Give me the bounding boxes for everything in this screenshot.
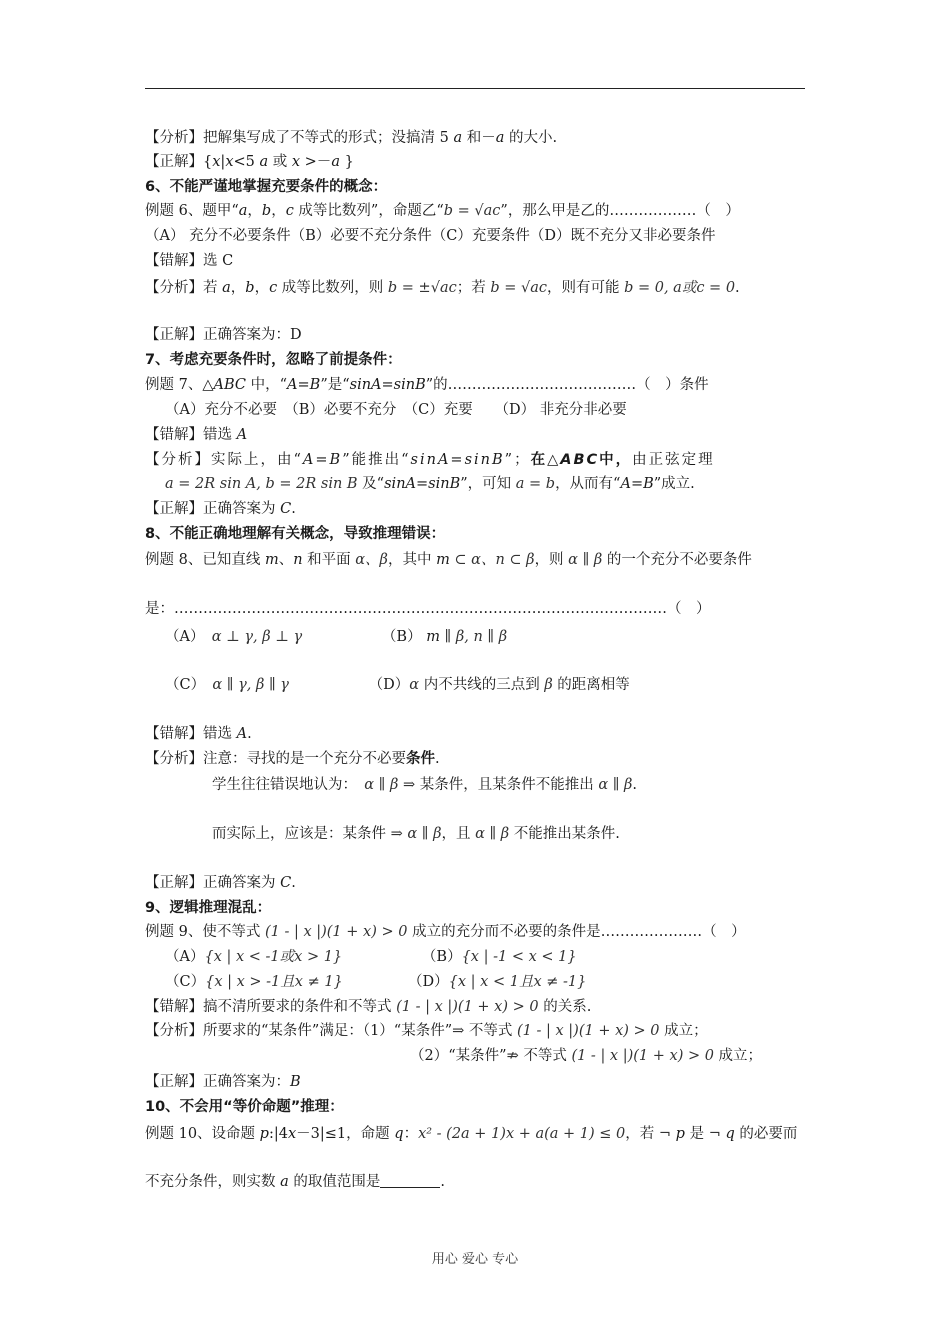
math-expression: ⇒ [452, 1023, 465, 1039]
text-span: 内不共线的三点到 [419, 677, 545, 693]
text-span: . [440, 1174, 445, 1190]
text-span: （A） 充分不必要条件（B）必要不充分条件（C）充要条件（D）既不充分又非必要条件 [145, 228, 716, 244]
heading-text: 中， [599, 452, 633, 468]
text-line [165, 474, 830, 494]
text-span: 不等式 [464, 1023, 517, 1039]
text-line [145, 1021, 810, 1041]
heading-text: 10、不会用“等价命题”推理： [145, 1099, 344, 1115]
text-span: a [280, 1174, 289, 1190]
text-span: . [247, 726, 252, 742]
text-span: ”； [504, 452, 531, 468]
text-span: 及“ [357, 476, 385, 492]
text-span: 的距离相等 [552, 677, 630, 693]
text-span: 不等式 [518, 1048, 572, 1064]
heading-text: 7、考虑充要条件时，忽略了前提条件： [145, 352, 402, 368]
heading-text: 9、逻辑推理混乱： [145, 900, 272, 916]
text-span: x [225, 154, 234, 170]
heading-text: 6、不能严谨地掌握充要条件的概念： [145, 179, 388, 195]
math-expression: ¬ [708, 1126, 721, 1142]
math-expression: α、β [355, 552, 388, 568]
text-line [165, 972, 830, 992]
math-expression: {x | x > -1且x ≠ 1} [205, 974, 343, 990]
text-span: sinA=sinB [410, 452, 505, 468]
text-span: c [285, 203, 294, 219]
text-span: x [287, 1126, 297, 1142]
text-line [145, 1072, 810, 1092]
text-span: . [291, 501, 296, 517]
text-line [145, 599, 810, 619]
page-footer: 用心 爱心 专心 [431, 1252, 519, 1267]
text-span: A=B [287, 377, 321, 393]
text-span: 【分析】实际上，由“ [145, 452, 303, 468]
math-expression: α ⊥ γ, β ⊥ γ [211, 629, 303, 645]
text-span: （D） [288, 677, 410, 693]
text-span: 【错解】选 C [145, 253, 234, 269]
math-expression: β [544, 677, 553, 693]
text-span: a [495, 130, 505, 146]
text-span: （2）“某条件” [410, 1048, 507, 1064]
text-span: ， [230, 280, 246, 296]
text-span: a [238, 203, 248, 219]
math-expression: ¬ [658, 1126, 672, 1142]
text-span: ，其中 [387, 552, 437, 568]
text-span: m [436, 552, 450, 568]
text-span: ， [271, 203, 286, 219]
math-expression: α ∥ β [568, 552, 603, 568]
text-line [145, 325, 810, 345]
text-span: 不能推出某条件. [509, 826, 620, 842]
text-span: B [290, 1074, 301, 1090]
heading-text: 8、不能正确地理解有关概念，导致推理错误： [145, 526, 446, 542]
text-span: 例题 9、使不等式 [145, 924, 265, 940]
math-expression: x² - (2a + 1)x + a(a + 1) ≤ 0 [418, 1126, 626, 1142]
text-span: 【错解】错选 [145, 726, 237, 742]
text-span: （A）充分不必要 （B）必要不充分 （C）充要 （D） 非充分非必要 [165, 402, 627, 418]
text-span: ”的…………………………………（ ）条件 [425, 377, 709, 393]
text-span: （B） [302, 629, 427, 645]
math-expression: α ∥ β [598, 777, 633, 793]
text-line [145, 226, 810, 246]
math-expression: ⇏ [506, 1048, 519, 1064]
text-line [145, 375, 810, 395]
text-span: 例题 10、设命题 [145, 1126, 260, 1142]
math-expression: {x | x < -1或x > 1} [204, 949, 343, 965]
text-span: b [261, 203, 272, 219]
text-span: ， [247, 203, 262, 219]
text-line [145, 749, 810, 769]
text-span: C [280, 875, 292, 891]
math-expression: {x | x < 1且x ≠ -1} [448, 974, 587, 990]
text-line [145, 152, 810, 172]
text-line [145, 898, 810, 918]
text-span: A [236, 427, 248, 443]
text-span: a [453, 130, 463, 146]
text-span: ”成立. [653, 476, 695, 492]
text-line [145, 251, 810, 271]
text-span: x [212, 154, 221, 170]
text-span: :|4 [268, 1126, 288, 1142]
text-span: q [725, 1126, 735, 1142]
header-rule [145, 88, 805, 89]
text-span: 不充分条件，则实数 [145, 1174, 281, 1190]
math-expression: ⊂ α、n ⊂ β [454, 552, 535, 568]
text-span: A=B [620, 476, 654, 492]
text-line [145, 499, 810, 519]
text-span: （A） [165, 629, 212, 645]
text-span: ”，那么甲是乙的………………（ ） [500, 203, 740, 219]
text-line [212, 824, 877, 844]
text-line [410, 1046, 950, 1066]
text-span: 学生往往错误地认为： [212, 777, 365, 793]
text-line [145, 922, 810, 942]
math-expression: α [409, 677, 420, 693]
text-span: 的取值范围是 [288, 1174, 381, 1190]
text-span: 成等比数列”，命题乙“ [293, 203, 444, 219]
text-span: ”，可知 [460, 476, 516, 492]
text-line [165, 675, 830, 695]
text-span: （C） [165, 677, 213, 693]
text-span: ，且 [441, 826, 476, 842]
text-span: x [291, 154, 301, 170]
text-line [145, 1097, 810, 1117]
text-span: 的必要而 [734, 1126, 798, 1142]
text-span: p [675, 1126, 685, 1142]
text-span: 【正解】正确答案为：D [145, 327, 302, 343]
text-span: 【分析】把解集写成了不等式的形式；没搞清 5 [145, 130, 454, 146]
math-expression: {x | -1 < x < 1} [461, 949, 577, 965]
text-span: 成立； [659, 1023, 708, 1039]
text-span: sinA=sinB [349, 377, 426, 393]
text-line [145, 350, 810, 370]
text-span: 、 [278, 552, 294, 568]
text-line [145, 425, 810, 445]
math-expression: ⇒ α ∥ β [390, 826, 442, 842]
text-span: . [632, 777, 638, 793]
heading-text: 条件 [406, 751, 435, 767]
text-span: 成立的充分而不必要的条件是…………………（ ） [407, 924, 746, 940]
text-span: c [269, 280, 278, 296]
math-expression: (1 - | x |)(1 + x) > 0 [396, 999, 539, 1015]
text-span: ”能推出“ [342, 452, 411, 468]
math-expression: b = 0, a或c = 0 [624, 280, 736, 296]
text-span: 成立； [713, 1048, 763, 1064]
text-span: 是 [684, 1126, 709, 1142]
heading-text: 在△ [530, 452, 561, 468]
text-line [145, 177, 810, 197]
text-span: 例题 6、题甲“ [145, 203, 239, 219]
text-span: 成等比数列，则 [277, 280, 388, 296]
text-span: . [291, 875, 296, 891]
text-span: C [280, 501, 292, 517]
text-span: p [259, 1126, 269, 1142]
text-span: n [293, 552, 303, 568]
math-expression: α ∥ β ⇒ [364, 777, 416, 793]
answer-blank[interactable] [380, 1173, 440, 1188]
text-span: m [426, 629, 440, 645]
text-line [145, 1124, 810, 1144]
text-span: 【分析】若 [145, 280, 223, 296]
text-span: . [435, 751, 440, 767]
text-line [145, 550, 810, 570]
text-line [145, 201, 810, 221]
math-expression: α ∥ β [475, 826, 510, 842]
text-line [212, 775, 877, 795]
text-line [165, 947, 830, 967]
text-line [165, 627, 830, 647]
text-span: <5 [233, 154, 260, 170]
text-span: b [245, 280, 255, 296]
text-span: （D） [342, 974, 449, 990]
text-span: >－ [300, 154, 332, 170]
text-line [145, 873, 810, 893]
text-span: a [331, 154, 340, 170]
text-span: 【分析】所要求的“某条件”满足：（1）“某条件” [145, 1023, 453, 1039]
math-expression: a = b [515, 476, 556, 492]
text-span: | [220, 154, 226, 170]
math-expression: (1 - | x |)(1 + x) > 0 [264, 924, 408, 940]
text-line [145, 278, 810, 298]
text-span: （B） [342, 949, 462, 965]
math-expression: b = ±√ac [387, 280, 457, 296]
text-span: （C） [165, 974, 206, 990]
text-span: ： [403, 1126, 419, 1142]
text-line [145, 724, 810, 744]
text-span: 【分析】注意：寻找的是一个充分不必要 [145, 751, 406, 767]
text-line [145, 997, 810, 1017]
text-span: } [339, 154, 354, 170]
text-span: ， [254, 280, 270, 296]
text-span: 或 [268, 154, 292, 170]
text-span: 【正解】正确答案为 [145, 875, 281, 891]
text-span: ，从而有“ [555, 476, 621, 492]
text-span: 【正解】正确答案为： [145, 1074, 290, 1090]
text-span: 和平面 [302, 552, 356, 568]
text-span: ”是“ [320, 377, 350, 393]
text-span: 的关系. [538, 999, 592, 1015]
text-span: 而实际上，应该是：某条件 [212, 826, 391, 842]
text-span: A [236, 726, 248, 742]
math-expression: b = √ac [490, 280, 547, 296]
text-span: ，则 [534, 552, 569, 568]
text-span: 和－ [462, 130, 496, 146]
text-span: 由正弦定理 [632, 452, 715, 468]
text-line [165, 400, 830, 420]
text-span: ；若 [456, 280, 491, 296]
text-span: 的一个充分不必要条件 [602, 552, 752, 568]
text-span: 【错解】搞不清所要求的条件和不等式 [145, 999, 397, 1015]
text-line [145, 128, 810, 148]
text-span: ABC [213, 377, 246, 393]
math-expression: a = 2R sin A, b = 2R sin B [165, 476, 358, 492]
text-span: 【错解】错选 [145, 427, 237, 443]
text-span: ，则有可能 [546, 280, 625, 296]
heading-text: ABC [560, 452, 600, 468]
text-line [145, 450, 810, 470]
text-line [145, 1172, 810, 1192]
text-span: 【正解】{ [145, 154, 213, 170]
text-span: （A） [165, 949, 205, 965]
text-span: 例题 7、△ [145, 377, 214, 393]
text-span: q [394, 1126, 404, 1142]
text-span: a [222, 280, 231, 296]
text-line [145, 524, 810, 544]
text-span: 的大小. [504, 130, 558, 146]
math-expression: α ∥ γ, β ∥ γ [212, 677, 289, 693]
text-span: 某条件，且某条件不能推出 [415, 777, 599, 793]
text-span: a [259, 154, 269, 170]
text-span: 是：…………………………………………………………………………………………（ ） [145, 601, 711, 617]
text-span: ，若 [625, 1126, 659, 1142]
math-expression: (1 - | x |)(1 + x) > 0 [571, 1048, 714, 1064]
math-expression: (1 - | x |)(1 + x) > 0 [517, 1023, 660, 1039]
text-span: A=B [302, 452, 343, 468]
text-span: 【正解】正确答案为 [145, 501, 281, 517]
math-expression: ∥ β, n ∥ β [444, 629, 508, 645]
text-span: . [735, 280, 740, 296]
text-span: 例题 8、已知直线 [145, 552, 265, 568]
text-span: sinA=sinB [384, 476, 461, 492]
text-span: －3|≤1，命题 [296, 1126, 395, 1142]
math-expression: b = √ac [443, 203, 501, 219]
text-span: m [264, 552, 279, 568]
text-span: 中，“ [246, 377, 288, 393]
